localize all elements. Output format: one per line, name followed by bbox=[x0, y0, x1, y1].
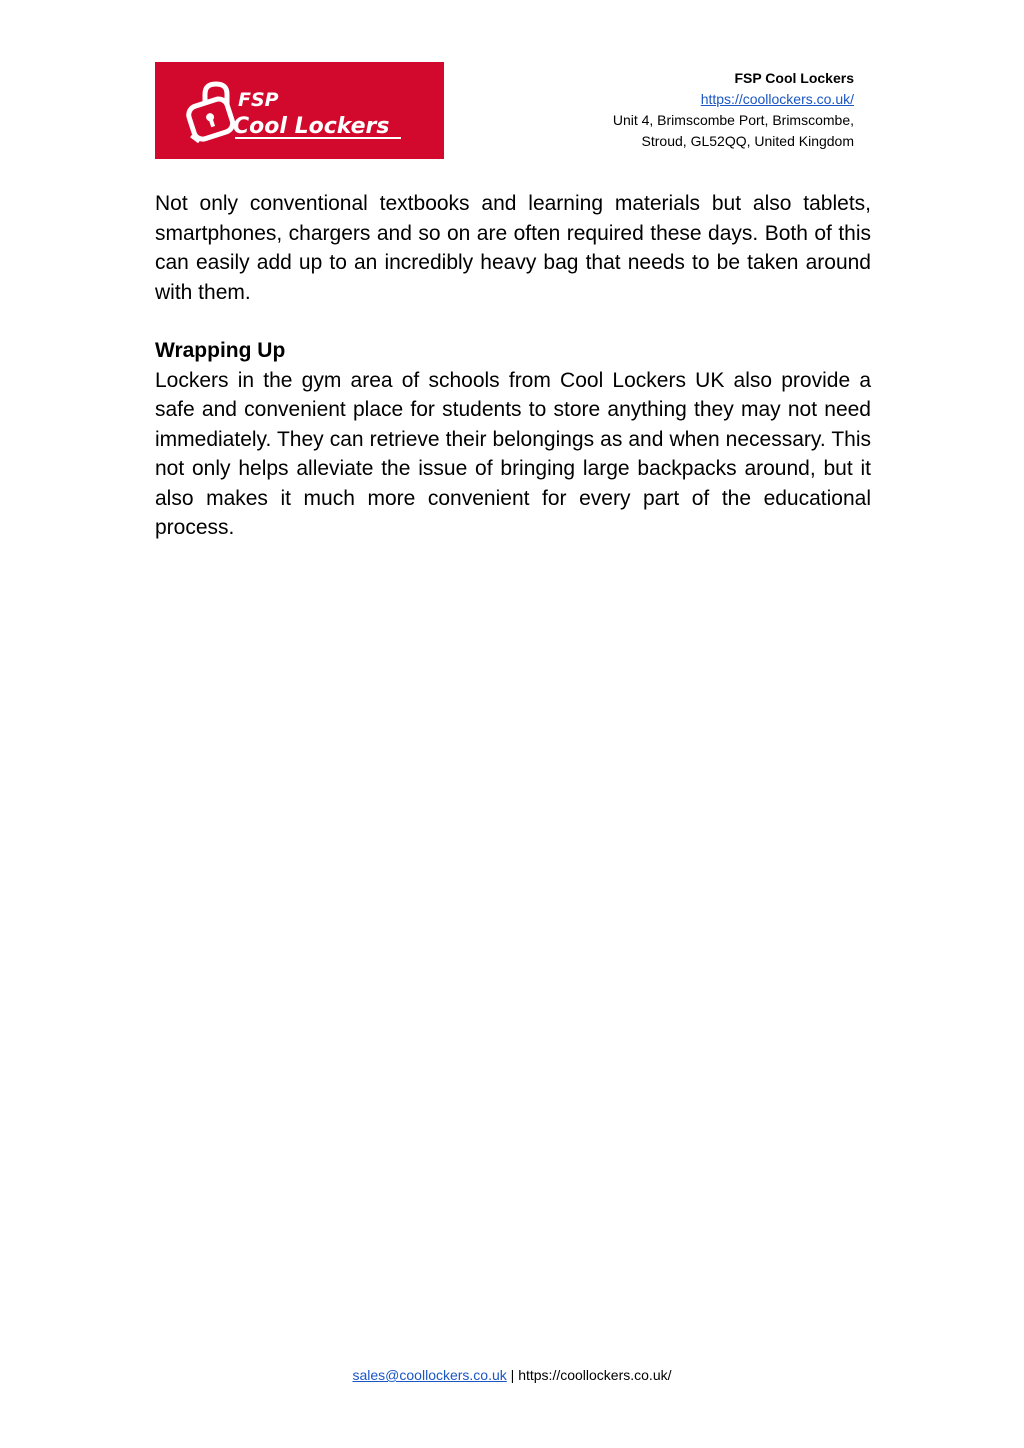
logo-text-small: FSP bbox=[238, 89, 279, 111]
footer-website: https://coollockers.co.uk/ bbox=[518, 1367, 672, 1383]
body-paragraph-1: Not only conventional textbooks and learning materials but also tablets, smartphones, chargers and so on are often required these days. Both of this can easily add up to an incredibly heavy bag that needs to be taken around with them. bbox=[155, 192, 871, 304]
company-logo bbox=[155, 62, 444, 159]
address-line-2: Stroud, GL52QQ, United Kingdom bbox=[641, 133, 854, 149]
section-heading: Wrapping Up bbox=[155, 339, 286, 362]
logo-text-main: Cool Lockers bbox=[233, 114, 390, 139]
footer-email-link[interactable]: sales@coollockers.co.uk bbox=[352, 1367, 507, 1383]
footer-separator: | bbox=[506, 1367, 519, 1383]
page-footer bbox=[0, 1365, 1024, 1385]
company-name: FSP Cool Lockers bbox=[734, 70, 854, 86]
company-website-link[interactable]: https://coollockers.co.uk/ bbox=[700, 91, 854, 107]
company-info bbox=[613, 68, 854, 152]
padlock-icon bbox=[155, 62, 444, 159]
address-line-1: Unit 4, Brimscombe Port, Brimscombe, bbox=[612, 112, 854, 128]
document-body bbox=[155, 189, 871, 543]
body-paragraph-2: Lockers in the gym area of schools from Cool Lockers UK also provide a safe and convenient place for students to store anything they may not need immediately. They can retrieve their belongings as and when necessary. This not only helps alleviate the issue of bringing large backpacks around, but it also makes it much more convenient for every part of the educational process. bbox=[155, 368, 871, 539]
